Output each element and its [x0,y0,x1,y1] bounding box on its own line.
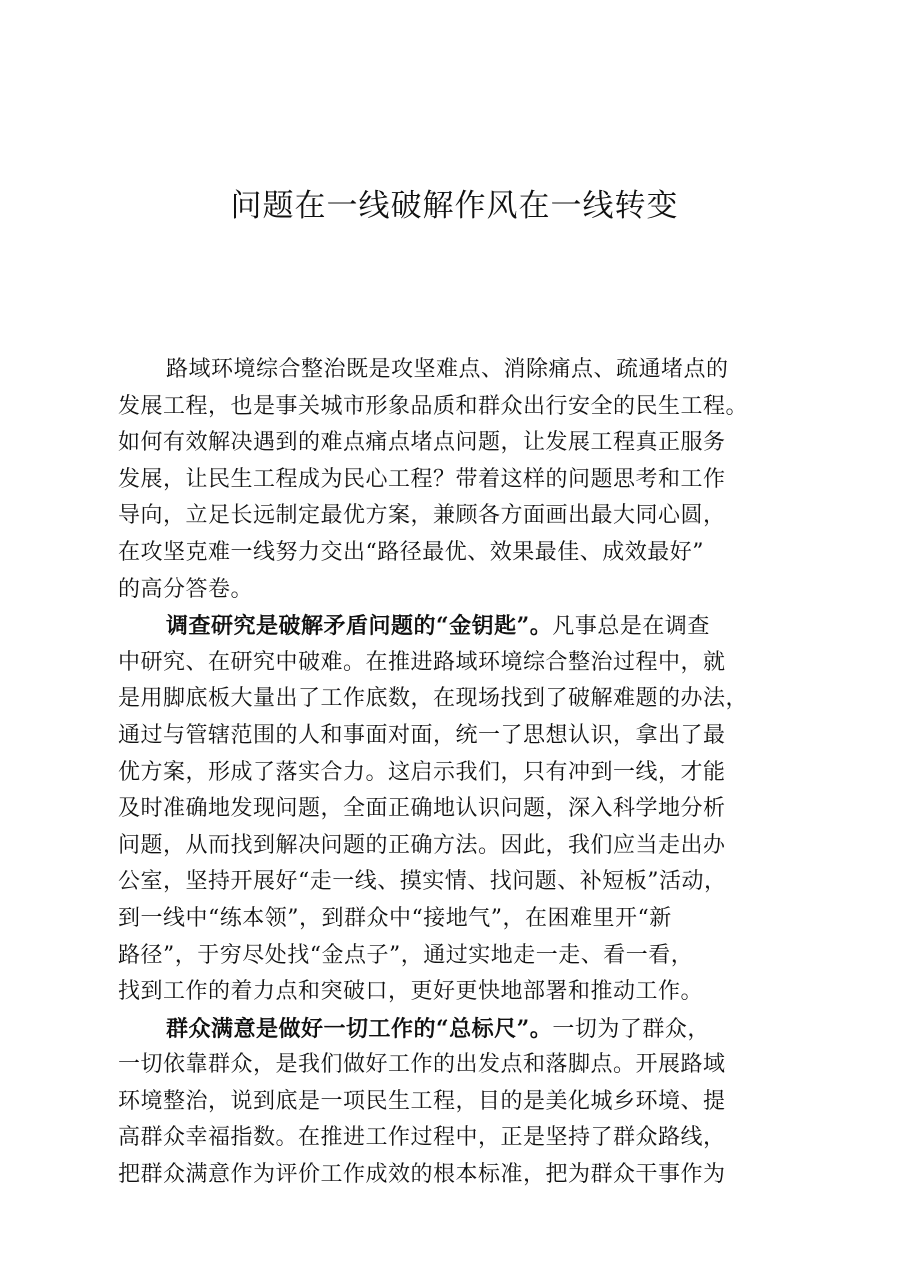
paragraph1-line: 发展，让民生工程成为民心工程？带着这样的问题思考和工作 [118,466,726,492]
paragraph2-line: 公室，坚持开展好“走一线、摸实情、找问题、补短板”活动， [118,869,727,895]
document-body [118,352,808,1194]
paragraph2-first-line [118,608,808,645]
paragraph2-line: 中研究、在研究中破难。在推进路域环境综合整治过程中，就 [118,649,726,675]
paragraph1-line: 路域环境综合整治既是攻坚难点、消除痛点、疏通堵点的 [166,357,729,382]
paragraph3-line: 一切依靠群众，是我们做好工作的出发点和落脚点。开展路域 [118,1052,726,1078]
paragraph1-line: 如何有效解决遇到的难点痛点堵点问题，让发展工程真正服务 [118,430,726,456]
paragraph2-line: 找到工作的着力点和突破口，更好更快地部署和推动工作。 [118,979,704,1005]
paragraph2-lead-sentence: 调查研究是破解矛盾问题的“金钥匙”。 [166,613,553,640]
paragraph3-line: 环境整治，说到底是一项民生工程，目的是美化城乡环境、提 [118,1088,726,1114]
paragraph3-first-line-rest: 一切为了群众， [552,1016,710,1042]
document-title: 问题在一线破解作风在一线转变 [230,188,679,224]
paragraph1-line: 导向，立足长远制定最优方案，兼顾各方面画出最大同心圆， [118,503,726,529]
paragraph3-line: 高群众幸福指数。在推进工作过程中，正是坚持了群众路线， [118,1125,726,1151]
paragraph1-line: 的高分答卷。 [118,576,254,602]
paragraph1-line: 发展工程，也是事关城市形象品质和群众出行安全的民生工程。 [118,393,749,419]
paragraph3-lead-sentence: 群众满意是做好一切工作的“总标尺”。 [166,1015,553,1042]
paragraph2-line: 是用脚底板大量出了工作底数，在现场找到了破解难题的办法， [118,686,749,712]
paragraph2-line: 路径”，于穷尽处找“金点子”，通过实地走一走、看一看， [118,942,694,968]
paragraph3-first-line [118,1011,808,1048]
paragraph3-line: 把群众满意作为评价工作成效的根本标准，把为群众干事作为 [118,1162,726,1188]
paragraph2-line: 及时准确地发现问题，全面正确地认识问题，深入科学地分析 [118,796,726,822]
paragraph1-line: 在攻坚克难一线努力交出“路径最优、效果最佳、成效最好” [118,539,704,565]
paragraph2-line: 问题，从而找到解决问题的正确方法。因此，我们应当走出办 [118,832,726,858]
paragraph2-first-line-rest: 凡事总是在调查 [552,614,710,640]
paragraph2-line: 通过与管辖范围的人和事面对面，统一了思想认识，拿出了最 [118,722,726,748]
paragraph2-line: 优方案，形成了落实合力。这启示我们，只有冲到一线，才能 [118,759,726,785]
paragraph2-line: 到一线中“练本领”，到群众中“接地气”，在困难里开“新 [118,905,672,931]
